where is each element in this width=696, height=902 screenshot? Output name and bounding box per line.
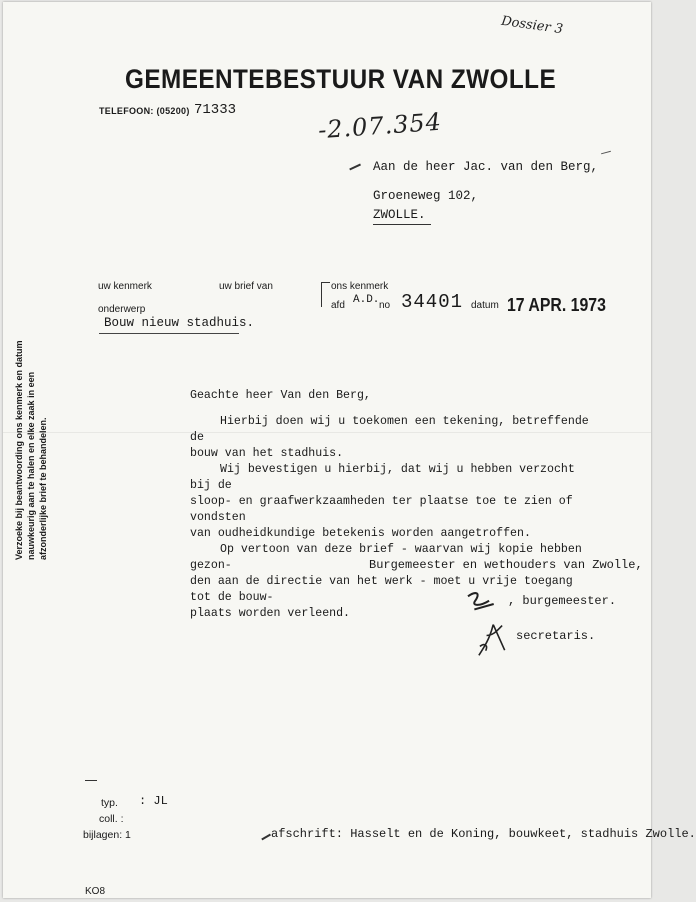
burgemeester-line: , burgemeester. <box>508 594 617 608</box>
handwritten-dossier-note: Dossier 3 <box>500 13 564 38</box>
handwritten-tick-mark <box>601 151 611 155</box>
handwritten-tick-mark <box>349 164 361 170</box>
address-recipient: Aan de heer Jac. van den Berg, <box>373 160 599 174</box>
afd-value: A.D. <box>353 294 380 306</box>
typ-label: typ. <box>101 797 118 809</box>
ons-kenmerk-label: ons kenmerk <box>331 281 389 292</box>
letter-body <box>190 388 600 622</box>
afd-label: afd <box>331 300 345 311</box>
subject-text: Bouw nieuw stadhuis. <box>104 316 255 330</box>
reference-number: 34401 <box>401 291 464 313</box>
ons-kenmerk-bracket <box>321 282 330 307</box>
no-label: no <box>379 300 391 311</box>
handwritten-tick-mark <box>261 834 270 840</box>
uw-kenmerk-label: uw kenmerk <box>98 281 152 292</box>
body-paragraph-2: Wij bevestigen u hierbij, dat wij u hebben verzocht bij de sloop- en graafwerkzaamheden ter plaatse toe te zien of vondsten van oudheidkundige betekenis worden aangetroffen. <box>190 463 575 540</box>
subject-underline <box>99 333 239 334</box>
letter-page <box>3 2 696 898</box>
margin-dash <box>85 780 97 781</box>
telefoon-number: 71333 <box>194 102 237 118</box>
stamped-date: 17 APR. 1973 <box>507 295 606 315</box>
telefoon-label: TELEFOON: (05200) <box>99 106 190 116</box>
datum-label: datum <box>471 300 499 311</box>
uw-brief-van-label: uw brief van <box>219 281 273 292</box>
vertical-side-note: Verzoeke bij beantwoording ons kenmerk en datum nauwkeurig aan te halen en elke zaak in een afzonderlijke brief te behandelen. <box>14 340 48 560</box>
body-paragraph-1: Hierbij doen wij u toekomen een tekening, betreffende de bouw van het stadhuis. <box>190 415 589 460</box>
afschrift-line: afschrift: Hasselt en de Koning, bouwkeet, stadhuis Zwolle. <box>271 827 696 841</box>
address-city: ZWOLLE. <box>373 208 426 222</box>
handwritten-reference-number: -2.07.354 <box>317 107 443 145</box>
signatory-organization: Burgemeester en wethouders van Zwolle, <box>369 558 643 572</box>
coll-label: coll. : <box>99 813 124 825</box>
address-street: Groeneweg 102, <box>373 189 479 203</box>
address-city-underline <box>373 224 431 225</box>
onderwerp-label: onderwerp <box>98 304 146 315</box>
salutation: Geachte heer Van den Berg, <box>190 389 371 402</box>
form-code: KO8 <box>85 886 106 897</box>
body-paragraph-3: Op vertoon van deze brief - waarvan wij kopie hebben gezon- den aan de directie van het werk - moet u vrije toegang tot de bouw- plaats worden verleend. <box>190 543 582 620</box>
secretaris-line: secretaris. <box>516 629 596 643</box>
typ-value: : JL <box>139 794 168 808</box>
letterhead-title: GEMEENTEBESTUUR VAN ZWOLLE <box>125 64 557 94</box>
bijlagen-label: bijlagen: 1 <box>83 829 131 841</box>
